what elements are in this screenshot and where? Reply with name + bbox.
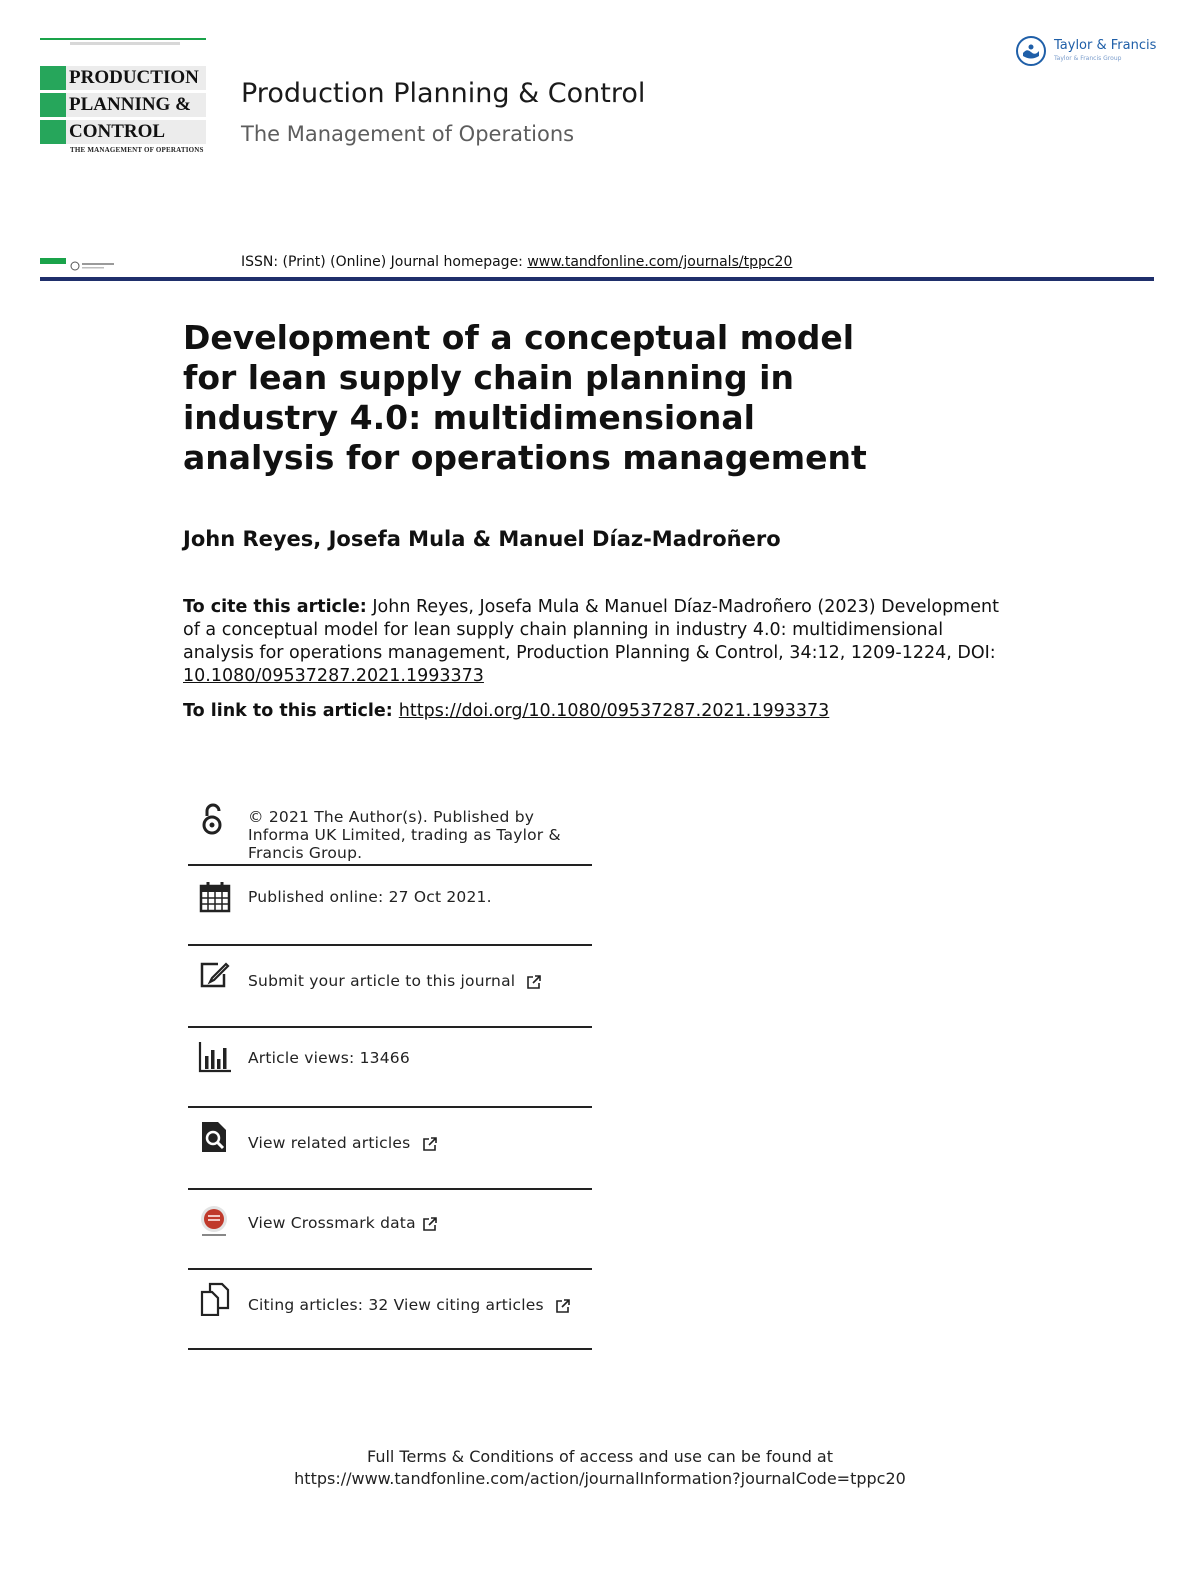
mini-cover-bar — [40, 258, 66, 264]
issn-text: ISSN: (Print) (Online) Journal homepage: — [241, 254, 528, 270]
submit-article-row[interactable] — [188, 946, 592, 1026]
citation-block — [183, 596, 1003, 688]
external-link-icon — [526, 974, 542, 990]
bar-chart-icon — [198, 1040, 232, 1074]
calendar-icon — [198, 880, 232, 914]
journal-homepage-link[interactable]: www.tandfonline.com/journals/tppc20 — [527, 254, 793, 270]
publisher-tagline: Taylor & Francis Group — [1054, 55, 1122, 62]
license-row — [188, 800, 592, 864]
cover-line-3: CONTROL — [40, 120, 206, 144]
external-link-icon — [555, 1298, 571, 1314]
citation-doi-link[interactable]: 10.1080/09537287.2021.1993373 — [183, 666, 484, 686]
cover-line-1: PRODUCTION — [40, 66, 206, 90]
mini-publisher-logo — [70, 256, 116, 266]
article-views-row — [188, 1028, 592, 1106]
crossmark-row[interactable] — [188, 1190, 592, 1268]
header-rule — [40, 277, 1154, 281]
publisher-name: Taylor & Francis — [1054, 38, 1157, 53]
submit-article-link[interactable]: Submit your article to this journal — [248, 972, 542, 990]
terms-footer — [0, 1446, 1200, 1490]
article-link-row — [183, 701, 829, 721]
journal-title: Production Planning & Control — [241, 78, 646, 109]
article-authors: John Reyes, Josefa Mula & Manuel Díaz-Madroñero — [183, 527, 781, 551]
citing-articles-link[interactable]: Citing articles: 32 View citing articles — [248, 1296, 571, 1314]
article-title: Development of a conceptual model for lean supply chain planning in industry 4.0: multidimensional analysis for operations management — [183, 318, 867, 477]
article-link-label: To link to this article: — [183, 701, 393, 721]
publisher-logo[interactable] — [1016, 36, 1156, 70]
document-search-icon — [198, 1120, 232, 1154]
external-link-icon — [422, 1216, 438, 1232]
citing-articles-row[interactable] — [188, 1270, 592, 1348]
related-articles-link[interactable]: View related articles — [248, 1134, 438, 1152]
citation-label: To cite this article: — [183, 597, 367, 617]
copy-documents-icon — [198, 1282, 232, 1316]
terms-line-1: Full Terms & Conditions of access and use can be found at — [366, 1447, 834, 1466]
open-access-icon — [198, 802, 232, 836]
license-text: © 2021 The Author(s). Published by Informa UK Limited, trading as Taylor & Francis Group. — [248, 808, 561, 862]
article-views-text: Article views: 13466 — [248, 1049, 410, 1067]
edit-icon — [198, 958, 232, 992]
cover-top-line — [40, 38, 206, 40]
article-doi-url[interactable]: https://doi.org/10.1080/09537287.2021.1993373 — [398, 701, 830, 721]
cover-subtitle: THE MANAGEMENT OF OPERATIONS — [70, 146, 204, 154]
journal-subtitle: The Management of Operations — [241, 122, 575, 146]
citation-text: John Reyes, Josefa Mula & Manuel Díaz-Madroñero (2023) Development of a conceptual model for lean supply chain planning in industry 4.0: multidimensional analysis for operations management, Production Planning & Control, 34:12, 1209-1224, DOI: — [183, 597, 999, 663]
related-articles-row[interactable] — [188, 1108, 592, 1188]
external-link-icon — [422, 1136, 438, 1152]
issn-line — [241, 254, 792, 270]
terms-url[interactable]: https://www.tandfonline.com/action/journalInformation?journalCode=tppc20 — [294, 1469, 906, 1488]
crossmark-icon — [198, 1204, 232, 1238]
cover-line-2: PLANNING & — [40, 93, 206, 117]
published-row — [188, 866, 592, 944]
journal-cover-logo — [40, 38, 206, 156]
published-text: Published online: 27 Oct 2021. — [248, 888, 492, 906]
crossmark-link[interactable]: View Crossmark data — [248, 1214, 438, 1232]
divider — [188, 1348, 592, 1350]
publisher-globe-icon — [1016, 36, 1046, 66]
cover-tiny-text — [70, 42, 180, 45]
